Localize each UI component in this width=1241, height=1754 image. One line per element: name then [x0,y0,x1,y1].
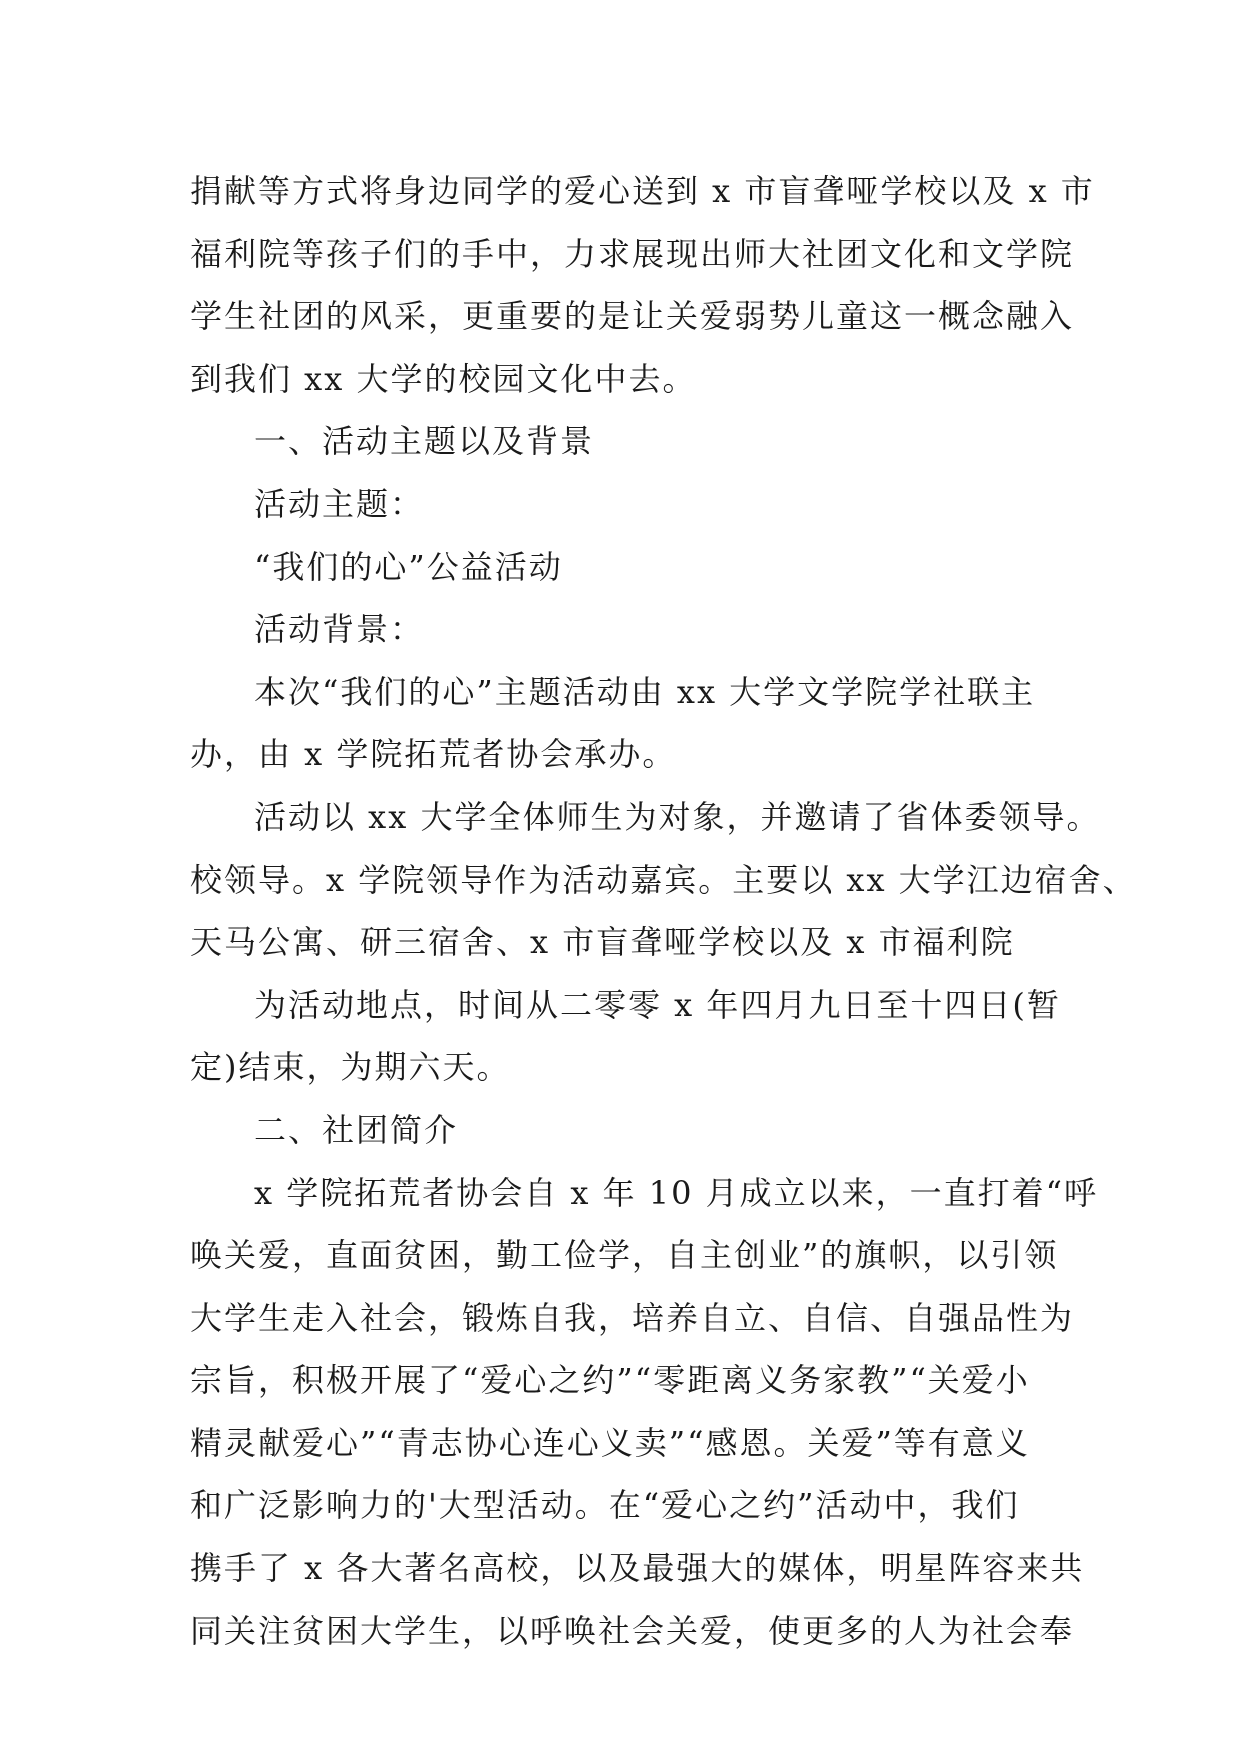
text-line: 活动背景： [254,610,425,649]
text-line: 和广泛影响力的'大型活动。在“爱心之约”活动中，我们 [190,1486,1020,1525]
text-line: 校领导。x 学院领导作为活动嘉宾。主要以 xx 大学江边宿舍、 [190,860,1137,899]
text-line: x 学院拓荒者协会自 x 年 10 月成立以来，一直打着“呼 [254,1173,1099,1212]
text-line: 到我们 xx 大学的校园文化中去。 [190,359,697,398]
text-line: 二、社团简介 [254,1110,459,1149]
text-line: 为活动地点，时间从二零零 x 年四月九日至十四日(暂 [254,985,1061,1024]
text-line: 定)结束，为期六天。 [190,1048,511,1087]
text-line: 一、活动主题以及背景 [254,422,595,461]
document-body [190,160,1137,1662]
text-line: 学生社团的风采，更重要的是让关爱弱势儿童这一概念融入 [190,297,1075,336]
text-line: 捐献等方式将身边同学的爱心送到 x 市盲聋哑学校以及 x 市 [190,172,1095,210]
text-line: 福利院等孩子们的手中，力求展现出师大社团文化和文学院 [190,234,1075,273]
text-line: 宗旨，积极开展了“爱心之约”“零距离义务家教”“关爱小 [190,1361,1030,1400]
text-line: 携手了 x 各大著名高校，以及最强大的媒体，明星阵容来共 [190,1549,1085,1588]
text-line: 精灵献爱心”“青志协心连心义卖”“感恩。关爱”等有意义 [190,1423,1030,1462]
text-line: 活动主题： [254,484,425,523]
text-line: 大学生走入社会，锻炼自我，培养自立、自信、自强品性为 [190,1298,1075,1337]
text-line: 活动以 xx 大学全体师生为对象，并邀请了省体委领导。 [254,797,1101,836]
text-line: 唤关爱，直面贫困，勤工俭学，自主创业”的旗帜，以引领 [190,1236,1059,1275]
text-line: 天马公寓、研三宿舍、x 市盲聋哑学校以及 x 市福利院 [190,923,1015,962]
text-line: 同关注贫困大学生，以呼唤社会关爱，使更多的人为社会奉 [190,1611,1075,1650]
text-line: “我们的心”公益活动 [254,547,563,586]
text-line: 本次“我们的心”主题活动由 xx 大学文学院学社联主 [254,672,1036,711]
text-line: 办，由 x 学院拓荒者协会承办。 [190,735,677,774]
